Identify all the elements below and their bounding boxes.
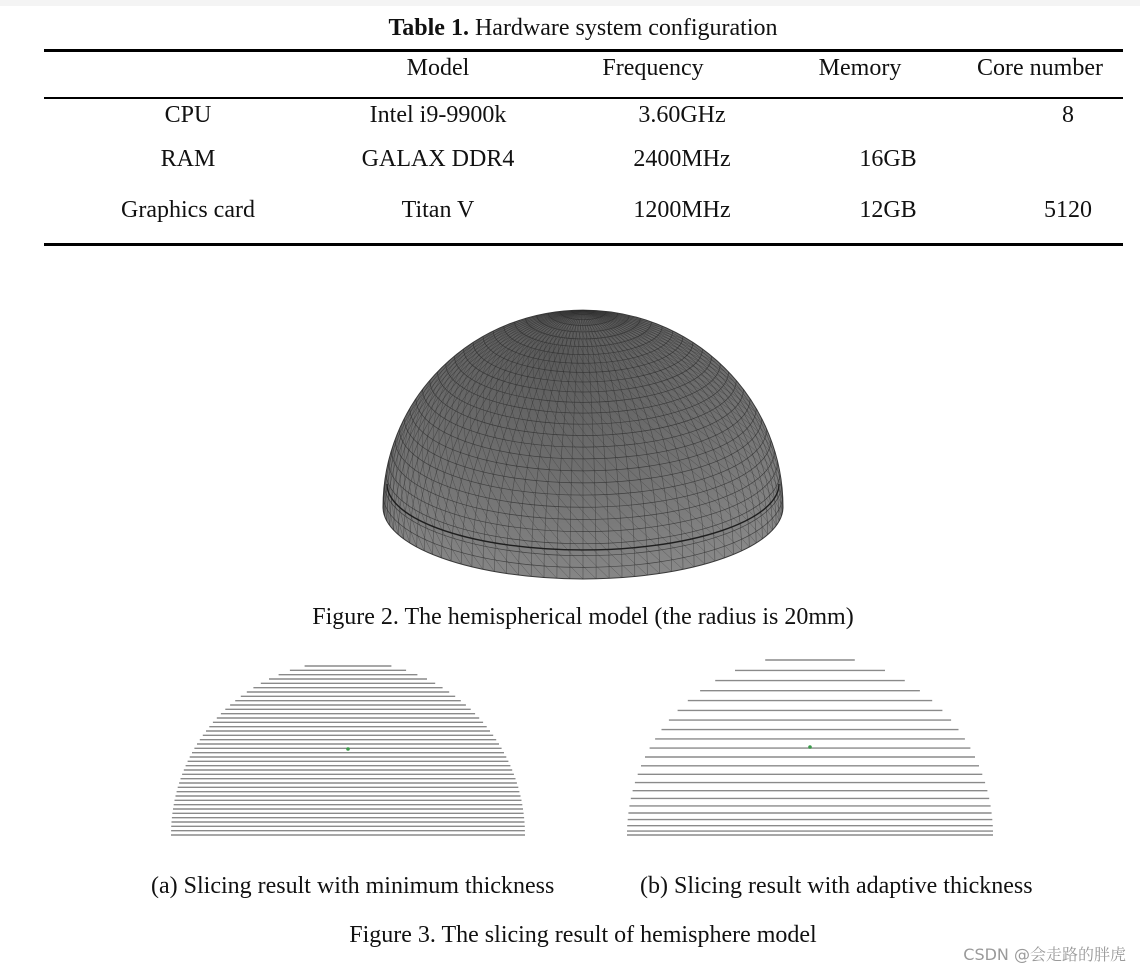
table-row-gpu-label: Graphics card (121, 197, 255, 223)
table-caption (0, 14, 1140, 42)
hemisphere-mesh-figure (378, 302, 788, 584)
table-row-gpu-memory: 12GB (859, 197, 917, 223)
table-row-cpu-label: CPU (164, 102, 212, 128)
table-header-model: Model (406, 55, 470, 81)
table-caption-text: Hardware system configuration (468, 15, 778, 41)
table-top-rule (44, 49, 1123, 52)
slice-center-marker (346, 747, 350, 751)
slicing-result-adaptive-thickness (620, 655, 1000, 845)
figure3-caption: Figure 3. The slicing result of hemisphere model (349, 922, 817, 948)
table-row-cpu-cores: 8 (1062, 102, 1074, 128)
figure3a-caption: (a) Slicing result with minimum thickness (151, 873, 555, 899)
slice-center-marker (808, 745, 812, 749)
table-row-cpu-frequency: 3.60GHz (638, 102, 726, 128)
table-row-gpu-cores: 5120 (1044, 197, 1092, 223)
figure3b-caption: (b) Slicing result with adaptive thickness (640, 873, 1033, 899)
table-header-memory: Memory (818, 55, 902, 81)
table-header-core-number: Core number (977, 55, 1103, 81)
table-header-frequency: Frequency (602, 55, 704, 81)
page-top-strip (0, 0, 1140, 6)
table-row-ram-model: GALAX DDR4 (361, 146, 515, 172)
watermark: CSDN @会走路的胖虎 (963, 945, 1126, 964)
table-caption-label: Table 1. (388, 15, 469, 41)
table-row-ram-memory: 16GB (859, 146, 917, 172)
table-row-ram-frequency: 2400MHz (633, 146, 731, 172)
table-row-gpu-model: Titan V (401, 197, 475, 223)
table-header-rule (44, 97, 1123, 99)
table-bottom-rule (44, 243, 1123, 246)
table-row-gpu-frequency: 1200MHz (633, 197, 731, 223)
table-row-cpu-model: Intel i9-9900k (369, 102, 507, 128)
table-row-ram-label: RAM (160, 146, 216, 172)
slicing-result-min-thickness (165, 655, 535, 845)
figure2-caption: Figure 2. The hemispherical model (the radius is 20mm) (312, 604, 854, 630)
